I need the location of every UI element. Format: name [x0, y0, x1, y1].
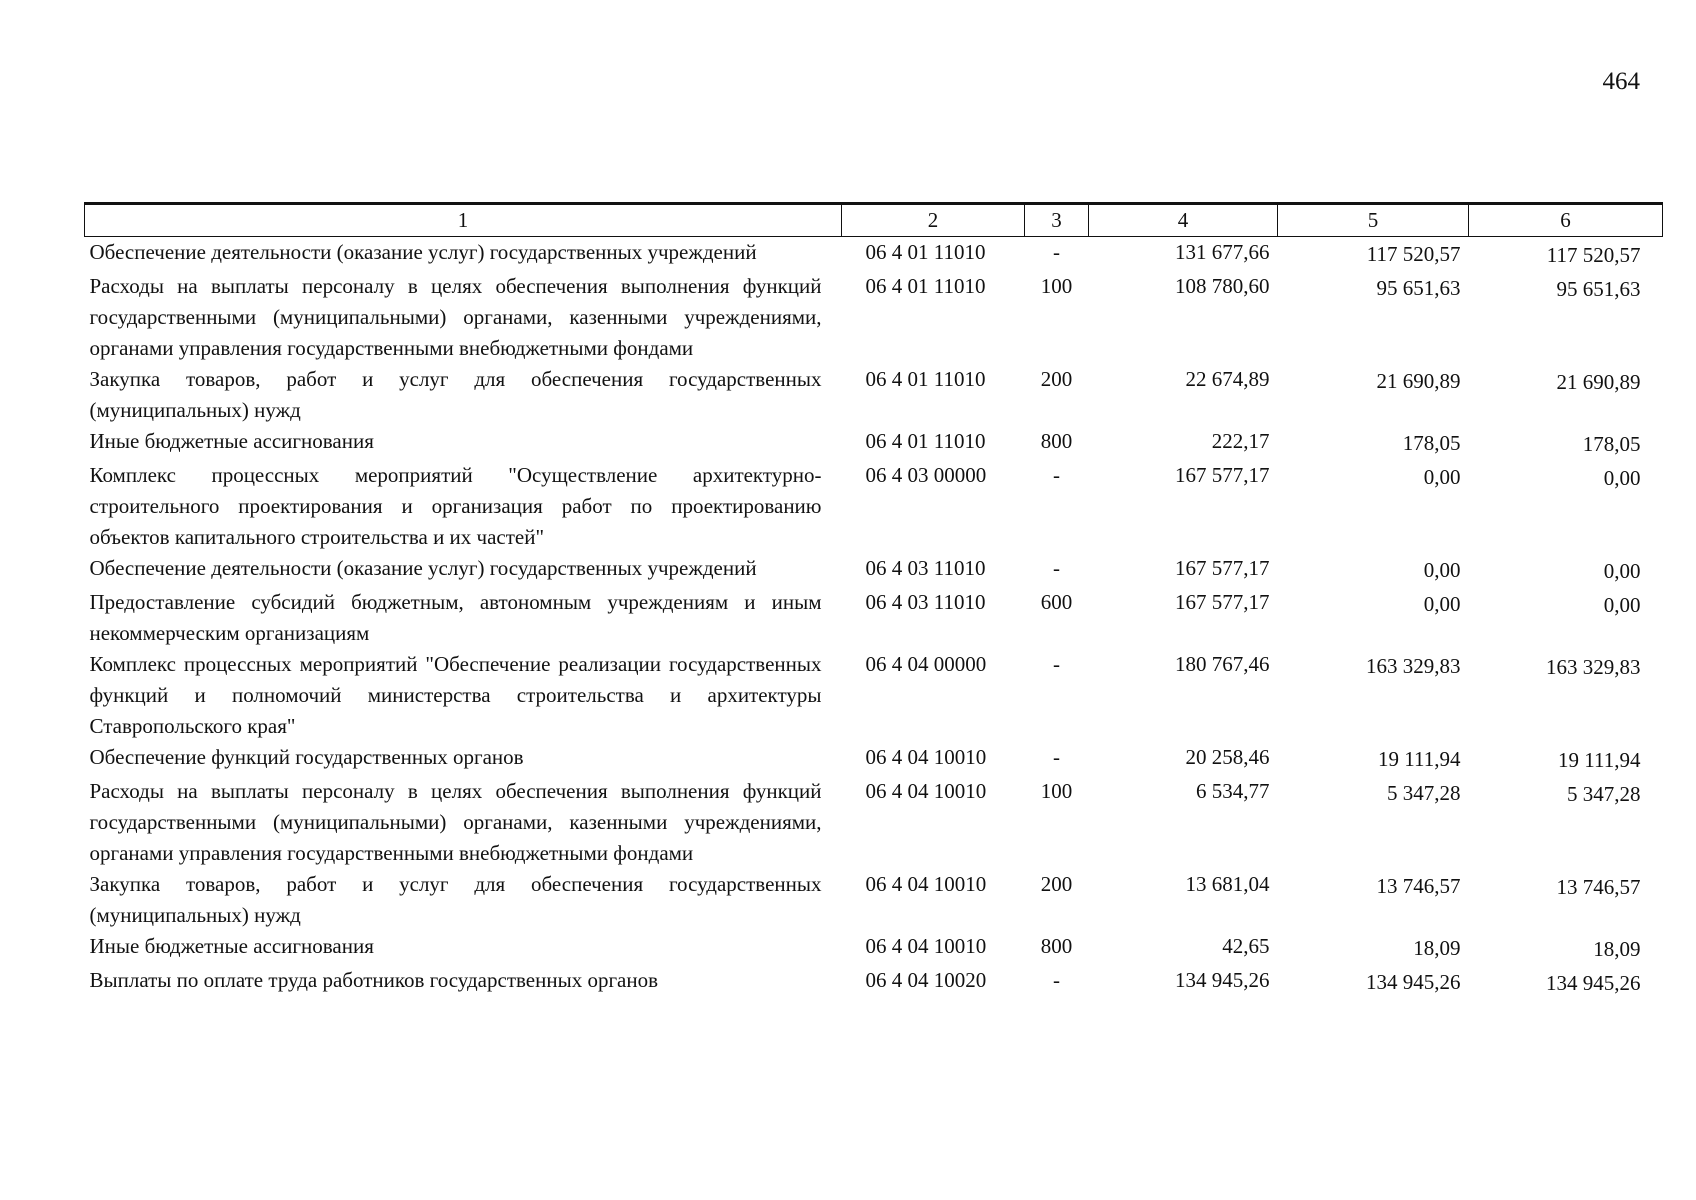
row-code: 06 4 04 10020 [865, 968, 987, 992]
row-code: 06 4 04 10010 [865, 779, 987, 803]
row-code: 06 4 03 11010 [865, 556, 986, 580]
row-name: Расходы на выплаты персоналу в целях обеспечения выполнения функций государственными (муниципальными) органами, казенными учреждениями, органами управления государственными внебюджетными фондами [89, 779, 822, 865]
budget-table [84, 202, 1663, 999]
table-row [85, 649, 1663, 742]
row-type: 100 [1040, 274, 1073, 298]
row-value-col5: 0,00 [1423, 592, 1461, 616]
row-code: 06 4 01 11010 [865, 367, 986, 391]
table-row [85, 364, 1663, 426]
row-value-col6: 134 945,26 [1546, 971, 1641, 995]
row-type: - [1053, 968, 1060, 992]
row-name: Иные бюджетные ассигнования [89, 934, 374, 958]
row-value-col6: 163 329,83 [1546, 655, 1641, 679]
row-value-col4: 131 677,66 [1175, 240, 1270, 264]
row-value-col5: 178,05 [1402, 431, 1461, 455]
row-value-col4: 167 577,17 [1175, 590, 1270, 614]
row-name: Закупка товаров, работ и услуг для обеспечения государственных (муниципальных) нужд [89, 872, 822, 927]
header-col-2: 2 [842, 204, 1025, 237]
row-value-col5: 19 111,94 [1378, 747, 1461, 771]
row-value-col5: 0,00 [1423, 465, 1461, 489]
row-code: 06 4 04 10010 [865, 934, 987, 958]
row-type: 800 [1040, 429, 1073, 453]
row-value-col6: 0,00 [1603, 466, 1641, 490]
row-value-col5: 163 329,83 [1366, 654, 1461, 678]
row-type: - [1053, 652, 1060, 676]
row-code: 06 4 04 00000 [865, 652, 987, 676]
row-value-col4: 167 577,17 [1175, 463, 1270, 487]
row-value-col4: 134 945,26 [1175, 968, 1270, 992]
row-code: 06 4 01 11010 [865, 429, 986, 453]
table-row [85, 587, 1663, 649]
row-name: Комплекс процессных мероприятий "Осуществление архитектурно-строительного проектирования и организация работ по проектированию объектов капитального строительства и их частей" [89, 463, 822, 549]
table-row [85, 553, 1663, 587]
row-name: Закупка товаров, работ и услуг для обеспечения государственных (муниципальных) нужд [89, 367, 822, 422]
row-type: 600 [1040, 590, 1073, 614]
row-name: Обеспечение функций государственных органов [89, 745, 524, 769]
row-value-col6: 18,09 [1593, 937, 1641, 961]
header-col-1: 1 [85, 204, 842, 237]
row-value-col6: 13 746,57 [1556, 875, 1641, 899]
row-value-col4: 180 767,46 [1175, 652, 1270, 676]
row-code: 06 4 01 11010 [865, 274, 986, 298]
row-name: Иные бюджетные ассигнования [89, 429, 374, 453]
header-col-4: 4 [1089, 204, 1278, 237]
row-type: 800 [1040, 934, 1073, 958]
header-col-5: 5 [1278, 204, 1469, 237]
row-code: 06 4 04 10010 [865, 872, 987, 896]
table-body [85, 237, 1663, 1000]
table-row [85, 869, 1663, 931]
row-value-col6: 0,00 [1603, 559, 1641, 583]
row-value-col6: 178,05 [1582, 432, 1641, 456]
table-row [85, 742, 1663, 776]
row-type: - [1053, 463, 1060, 487]
table-row [85, 271, 1663, 364]
row-value-col5: 21 690,89 [1376, 369, 1461, 393]
row-value-col4: 20 258,46 [1185, 745, 1270, 769]
table-row [85, 426, 1663, 460]
header-row [85, 204, 1663, 237]
row-value-col4: 22 674,89 [1185, 367, 1270, 391]
row-value-col6: 117 520,57 [1546, 243, 1641, 267]
row-value-col6: 5 347,28 [1567, 782, 1641, 806]
row-value-col6: 19 111,94 [1558, 748, 1641, 772]
row-code: 06 4 01 11010 [865, 240, 986, 264]
row-name: Расходы на выплаты персоналу в целях обеспечения выполнения функций государственными (муниципальными) органами, казенными учреждениями, органами управления государственными внебюджетными фондами [89, 274, 822, 360]
table-row [85, 237, 1663, 272]
row-name: Обеспечение деятельности (оказание услуг) государственных учреждений [89, 240, 757, 264]
table-row [85, 931, 1663, 965]
row-name: Предоставление субсидий бюджетным, автономным учреждениям и иным некоммерческим организациям [89, 590, 822, 645]
row-name: Комплекс процессных мероприятий "Обеспечение реализации государственных функций и полномочий министерства строительства и архитектуры Ставропольского края" [89, 652, 822, 738]
table-row [85, 460, 1663, 553]
row-value-col6: 21 690,89 [1556, 370, 1641, 394]
row-value-col4: 6 534,77 [1196, 779, 1270, 803]
row-value-col4: 167 577,17 [1175, 556, 1270, 580]
row-value-col5: 117 520,57 [1366, 242, 1461, 266]
row-value-col5: 18,09 [1413, 936, 1461, 960]
row-value-col5: 0,00 [1423, 558, 1461, 582]
row-value-col4: 222,17 [1211, 429, 1270, 453]
row-value-col5: 134 945,26 [1366, 970, 1461, 994]
row-type: - [1053, 745, 1060, 769]
row-code: 06 4 03 00000 [865, 463, 987, 487]
row-value-col6: 0,00 [1603, 593, 1641, 617]
row-type: 200 [1040, 367, 1073, 391]
table-header [85, 204, 1663, 237]
row-value-col4: 108 780,60 [1175, 274, 1270, 298]
table-row [85, 776, 1663, 869]
row-value-col6: 95 651,63 [1556, 277, 1641, 301]
row-type: 200 [1040, 872, 1073, 896]
row-code: 06 4 03 11010 [865, 590, 986, 614]
table-row [85, 965, 1663, 999]
header-col-6: 6 [1469, 204, 1663, 237]
row-value-col5: 95 651,63 [1376, 276, 1461, 300]
row-value-col5: 13 746,57 [1376, 874, 1461, 898]
row-value-col4: 42,65 [1222, 934, 1270, 958]
row-type: - [1053, 556, 1060, 580]
row-value-col5: 5 347,28 [1387, 781, 1461, 805]
row-value-col4: 13 681,04 [1185, 872, 1270, 896]
page-number: 464 [1602, 68, 1640, 95]
row-code: 06 4 04 10010 [865, 745, 987, 769]
row-name: Выплаты по оплате труда работников государственных органов [89, 968, 659, 992]
header-col-3: 3 [1025, 204, 1089, 237]
row-name: Обеспечение деятельности (оказание услуг) государственных учреждений [89, 556, 757, 580]
row-type: - [1053, 240, 1060, 264]
row-type: 100 [1040, 779, 1073, 803]
